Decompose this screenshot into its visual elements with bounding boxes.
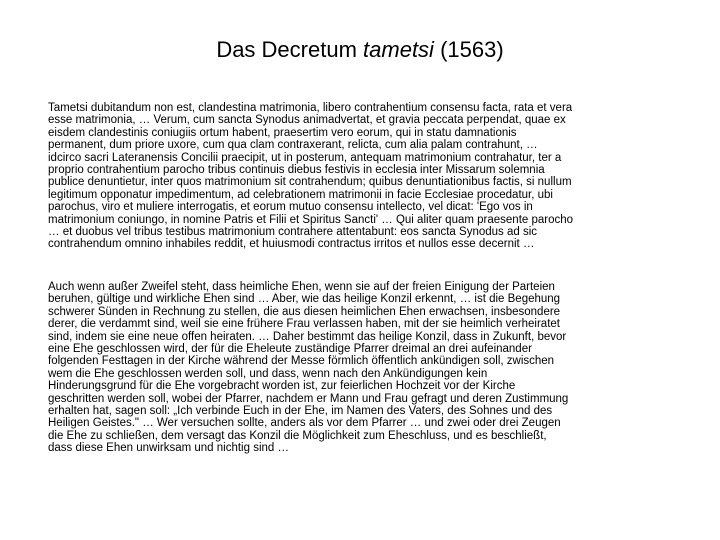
latin-text-line: esse matrimonia, … Verum, cum sancta Synodus animadvertat, et gravia peccata perpendat, quae ex [48, 114, 566, 127]
title-suffix: (1563) [433, 37, 504, 62]
german-text-line: eine Ehe geschlossen wird, der für die Eheleute zuständige Pfarrer dreimal an drei aufeinander [48, 343, 532, 356]
german-text-line: Auch wenn außer Zweifel steht, dass heimliche Ehen, wenn sie auf der freien Einigung der Parteien [48, 281, 555, 293]
german-text-line: dass diese Ehen unwirksam und nichtig sind … [48, 442, 289, 455]
german-text-line: Heiligen Geistes." … Wer versuchen sollte, anders als vor dem Pfarrer … und zwei oder drei Zeugen [48, 417, 561, 430]
latin-text-line: contrahendum omnino inhabiles reddit, et huiusmodi contractus irritos et nullos esse decernit … [48, 238, 535, 251]
latin-text-line: matrimonium coniungo, in nomine Patris et Filii et Spiritus Sancti' … Qui aliter quam praesente parocho [48, 213, 574, 226]
german-paragraph [48, 281, 680, 455]
latin-paragraph [48, 102, 680, 251]
german-text-line: erhalten hat, sagen soll: „Ich verbinde Euch in der Ehe, im Namen des Vaters, des Sohnes und des [48, 405, 553, 418]
german-text-line: Hinderungsgrund für die Ehe vorgebracht worden ist, zur feierlichen Hochzeit vor der Kirche [48, 380, 516, 393]
german-text-line: folgenden Festtagen in der Kirche während der Messe förmlich öffentlich ankündigen soll, zwischen [48, 355, 555, 368]
latin-text-line: … et duobus vel tribus testibus matrimonium contrahere attentabunt: eos sancta Synodus ad sic [48, 226, 538, 239]
title-emphasis: tametsi [363, 37, 434, 62]
latin-text-line: publice denuntietur, inter quos matrimonium sit contrahendum; quibus denuntiationibus factis, si nullum [48, 176, 572, 189]
latin-text-line: legitimum opponatur impedimentum, ad celebrationem matrimonii in facie Ecclesiae procedatur, ubi [48, 188, 553, 201]
latin-text-line: proprio contrahentium parocho tribus continuis diebus festivis in ecclesia inter Missarum solemnia [48, 164, 545, 177]
german-text-line: derer, die verdammt sind, weil sie eine frühere Frau verlassen haben, mit der sie heimlich verheiratet [48, 318, 560, 331]
latin-text-line: permanent, dum priore uxore, cum qua clam contraxerant, relicta, cum alia palam contrahunt, … [48, 139, 538, 152]
german-text-line: geschritten werden soll, wobei der Pfarrer, nachdem er Mann und Frau gefragt und deren Zustimmung [48, 392, 569, 405]
latin-text-line: Tametsi dubitandum non est, clandestina matrimonia, libero contrahentium consensu facta, rata et vera [48, 102, 573, 114]
german-text-line: wem die Ehe geschlossen werden soll, und dass, wenn nach den Ankündigungen kein [48, 367, 488, 380]
german-text-line: die Ehe zu schließen, dem versagt das Konzil die Möglichkeit zum Eheschluss, und es beschließt, [48, 429, 547, 442]
latin-text-line: eisdem clandestinis coniugiis ortum habent, praesertim vero eorum, qui in statu damnationis [48, 126, 517, 139]
title-prefix: Das Decretum [216, 37, 364, 62]
german-text-line: beruhen, gültige und wirkliche Ehen sind … Aber, wie das heilige Konzil erkennt, … ist die Begehung [48, 293, 561, 306]
german-text-line: sind, indem sie eine neue offen heiraten. … Daher bestimmt das heilige Konzil, dass in Zukunft, bevor [48, 330, 567, 343]
document-title [0, 36, 720, 64]
latin-text-line: idcirco sacri Lateranensis Concilii praecipit, ut in posterum, antequam matrimonium contrahatur, ter a [48, 151, 562, 164]
latin-text-line: parochus, viro et muliere interrogatis, et eorum mutuo consensu intellecto, vel dicat: 'Ego vos in [48, 201, 533, 214]
german-text-line: schwerer Sünden in Rechnung zu stellen, die aus diesen heimlichen Ehen erwachsen, insbesondere [48, 305, 561, 318]
